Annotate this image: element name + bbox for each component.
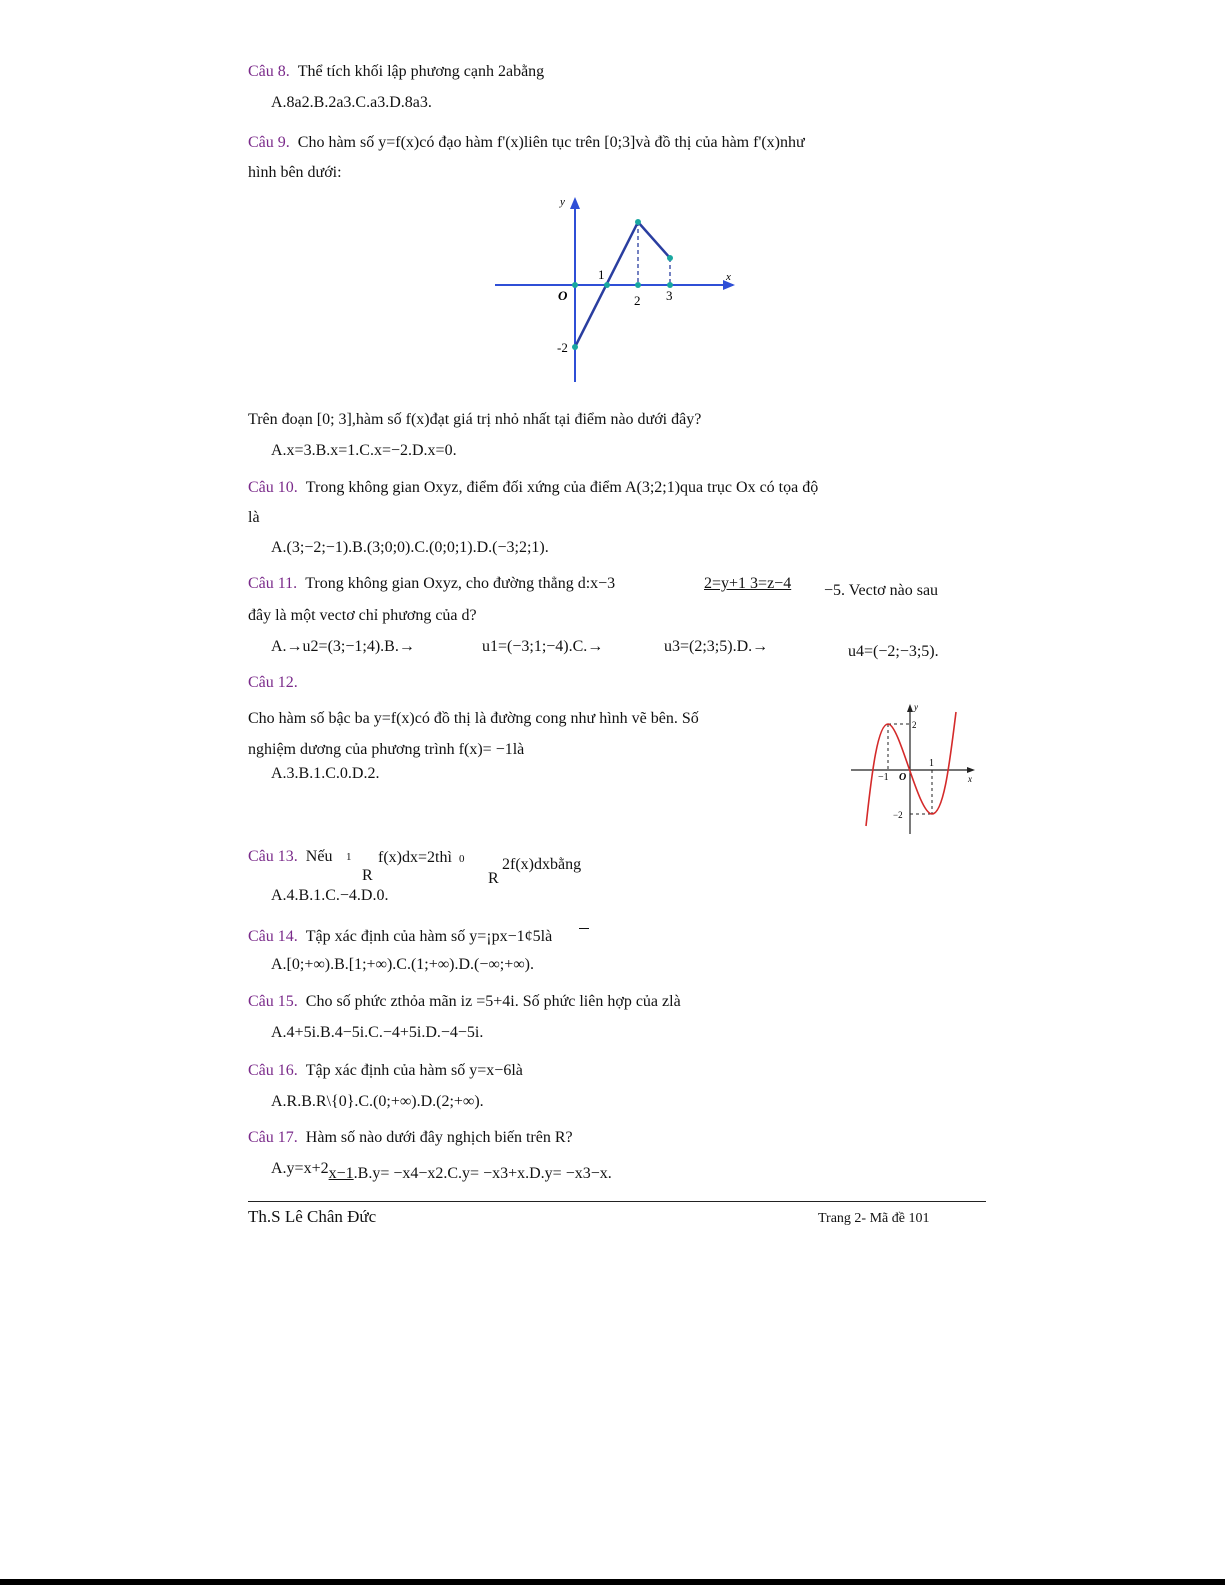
q10-label: Câu 10. [248, 479, 298, 496]
q9-x-label: x [726, 271, 731, 283]
q13-int-sign-2: R [488, 870, 499, 887]
q13-line [248, 847, 332, 867]
q14-answers: A.[0;+∞).B.[1;+∞).C.(1;+∞).D.(−∞;+∞). [271, 956, 535, 973]
q9-tick-2: 2 [634, 293, 641, 308]
q14-label: Câu 14. [248, 928, 298, 945]
q11-answer-b: u1=(−3;1;−4).C.→ [482, 638, 604, 655]
q11-text2: đây là một vectơ chỉ phương của d? [248, 607, 477, 624]
q13-lim-upper: 1 [346, 851, 352, 863]
q14-line [248, 927, 552, 947]
footer-divider [248, 1201, 986, 1202]
q17-answer-a: A.y=x+2 [271, 1160, 329, 1177]
q17-label: Câu 17. [248, 1129, 298, 1146]
q13-lim-lower: 0 [459, 853, 465, 865]
q8-answers: A.8a2.B.2a3.C.a3.D.8a3. [271, 94, 432, 111]
q9-text2: hình bên dưới: [248, 164, 342, 181]
q12-label-line [248, 673, 306, 693]
q12-x-label: x [968, 774, 972, 784]
q11-line [248, 574, 615, 594]
q17-line [248, 1128, 573, 1148]
q11-text: Trong không gian Oxyz, cho đường thẳng d:x−3 [305, 575, 616, 592]
q16-answers: A.R.B.R\{0}.C.(0;+∞).D.(2;+∞). [271, 1093, 484, 1110]
q15-label: Câu 15. [248, 993, 298, 1010]
q9-label: Câu 9. [248, 134, 290, 151]
footer-author: Th.S Lê Chân Đức [248, 1207, 377, 1226]
q10-text2: là [248, 509, 260, 526]
q12-answers: A.3.B.1.C.0.D.2. [271, 765, 380, 782]
q12-text: Cho hàm số bậc ba y=f(x)có đồ thị là đường cong như hình vẽ bên. Số [248, 710, 699, 727]
q15-answers: A.4+5i.B.4−5i.C.−4+5i.D.−4−5i. [271, 1024, 484, 1041]
q17-answer-a-denominator: x−1 [328, 1165, 354, 1182]
q11-label: Câu 11. [248, 575, 298, 592]
footer-page: Trang 2- Mã đề 101 [818, 1211, 930, 1226]
q12-origin: O [899, 772, 907, 783]
q8-label: Câu 8. [248, 63, 290, 80]
bottom-border [0, 1579, 1225, 1585]
q15-line [248, 992, 681, 1012]
q9-graph [490, 192, 740, 387]
q8-line [248, 62, 544, 82]
q9-tick-3: 3 [666, 288, 673, 303]
q12-tick-1: 1 [929, 758, 934, 769]
q13-part2: 2f(x)dxbằng [502, 856, 582, 873]
q13-part1: f(x)dx=2thì [378, 849, 452, 866]
q13-answers: A.4.B.1.C.−4.D.0. [271, 887, 389, 904]
q11-answer-a: A.→u2=(3;−1;4).B.→ [271, 638, 415, 655]
q10-text: Trong không gian Oxyz, điểm đối xứng của điểm A(3;2;1)qua trục Ox có tọa độ [305, 479, 819, 496]
q13-int-sign-1: R [362, 867, 373, 884]
q12-tick-2: 2 [912, 720, 917, 730]
q9-text: Cho hàm số y=f(x)có đạo hàm f'(x)liên tục trên [0;3]và đồ thị của hàm f'(x)như [297, 134, 805, 151]
q11-answer-d: u4=(−2;−3;5). [848, 643, 939, 660]
q16-label: Câu 16. [248, 1062, 298, 1079]
q16-text: Tập xác định của hàm số y=x−6là [305, 1062, 523, 1079]
q12-y-label: y [914, 702, 918, 712]
q17-answers-rest: .B.y= −x4−x2.C.y= −x3+x.D.y= −x3−x. [353, 1165, 612, 1182]
q12-text2: nghiệm dương của phương trình f(x)= −1là [248, 741, 525, 758]
q12-label: Câu 12. [248, 674, 298, 691]
q10-answers: A.(3;−2;−1).B.(3;0;0).C.(0;0;1).D.(−3;2;1). [271, 539, 549, 556]
q17-text: Hàm số nào dưới đây nghịch biến trên R? [305, 1129, 573, 1146]
q9-answers: A.x=3.B.x=1.C.x=−2.D.x=0. [271, 442, 457, 459]
q12-tick-m1: −1 [878, 772, 889, 783]
q14-text: Tập xác định của hàm số y=¡px−1¢5là [305, 928, 553, 945]
q10-line [248, 478, 818, 498]
q9-line [248, 133, 805, 153]
q9-question: Trên đoạn [0; 3],hàm số f(x)đạt giá trị nhỏ nhất tại điểm nào dưới đây? [248, 411, 702, 428]
q13-label: Câu 13. [248, 848, 298, 865]
q11-tail: −5. Vectơ nào sau [824, 582, 939, 599]
q12-tick-m2: −2 [893, 810, 903, 820]
q9-y-label: y [560, 196, 565, 208]
q14-overline [579, 928, 589, 929]
q9-tick-1: 1 [598, 267, 605, 282]
q9-tick-m2: -2 [557, 340, 568, 355]
q15-text: Cho số phức zthỏa mãn iz =5+4i. Số phức liên hợp của zlà [305, 993, 681, 1010]
q11-eq: 2=y+1 3=z−4 [704, 575, 792, 592]
q16-line [248, 1061, 523, 1081]
q13-text: Nếu [305, 848, 333, 865]
q8-text: Thể tích khối lập phương cạnh 2abằng [297, 63, 545, 80]
q17-answers-line [271, 1159, 612, 1182]
q12-graph [848, 700, 978, 840]
q11-answer-c: u3=(2;3;5).D.→ [664, 638, 769, 655]
q9-origin: O [558, 288, 568, 303]
